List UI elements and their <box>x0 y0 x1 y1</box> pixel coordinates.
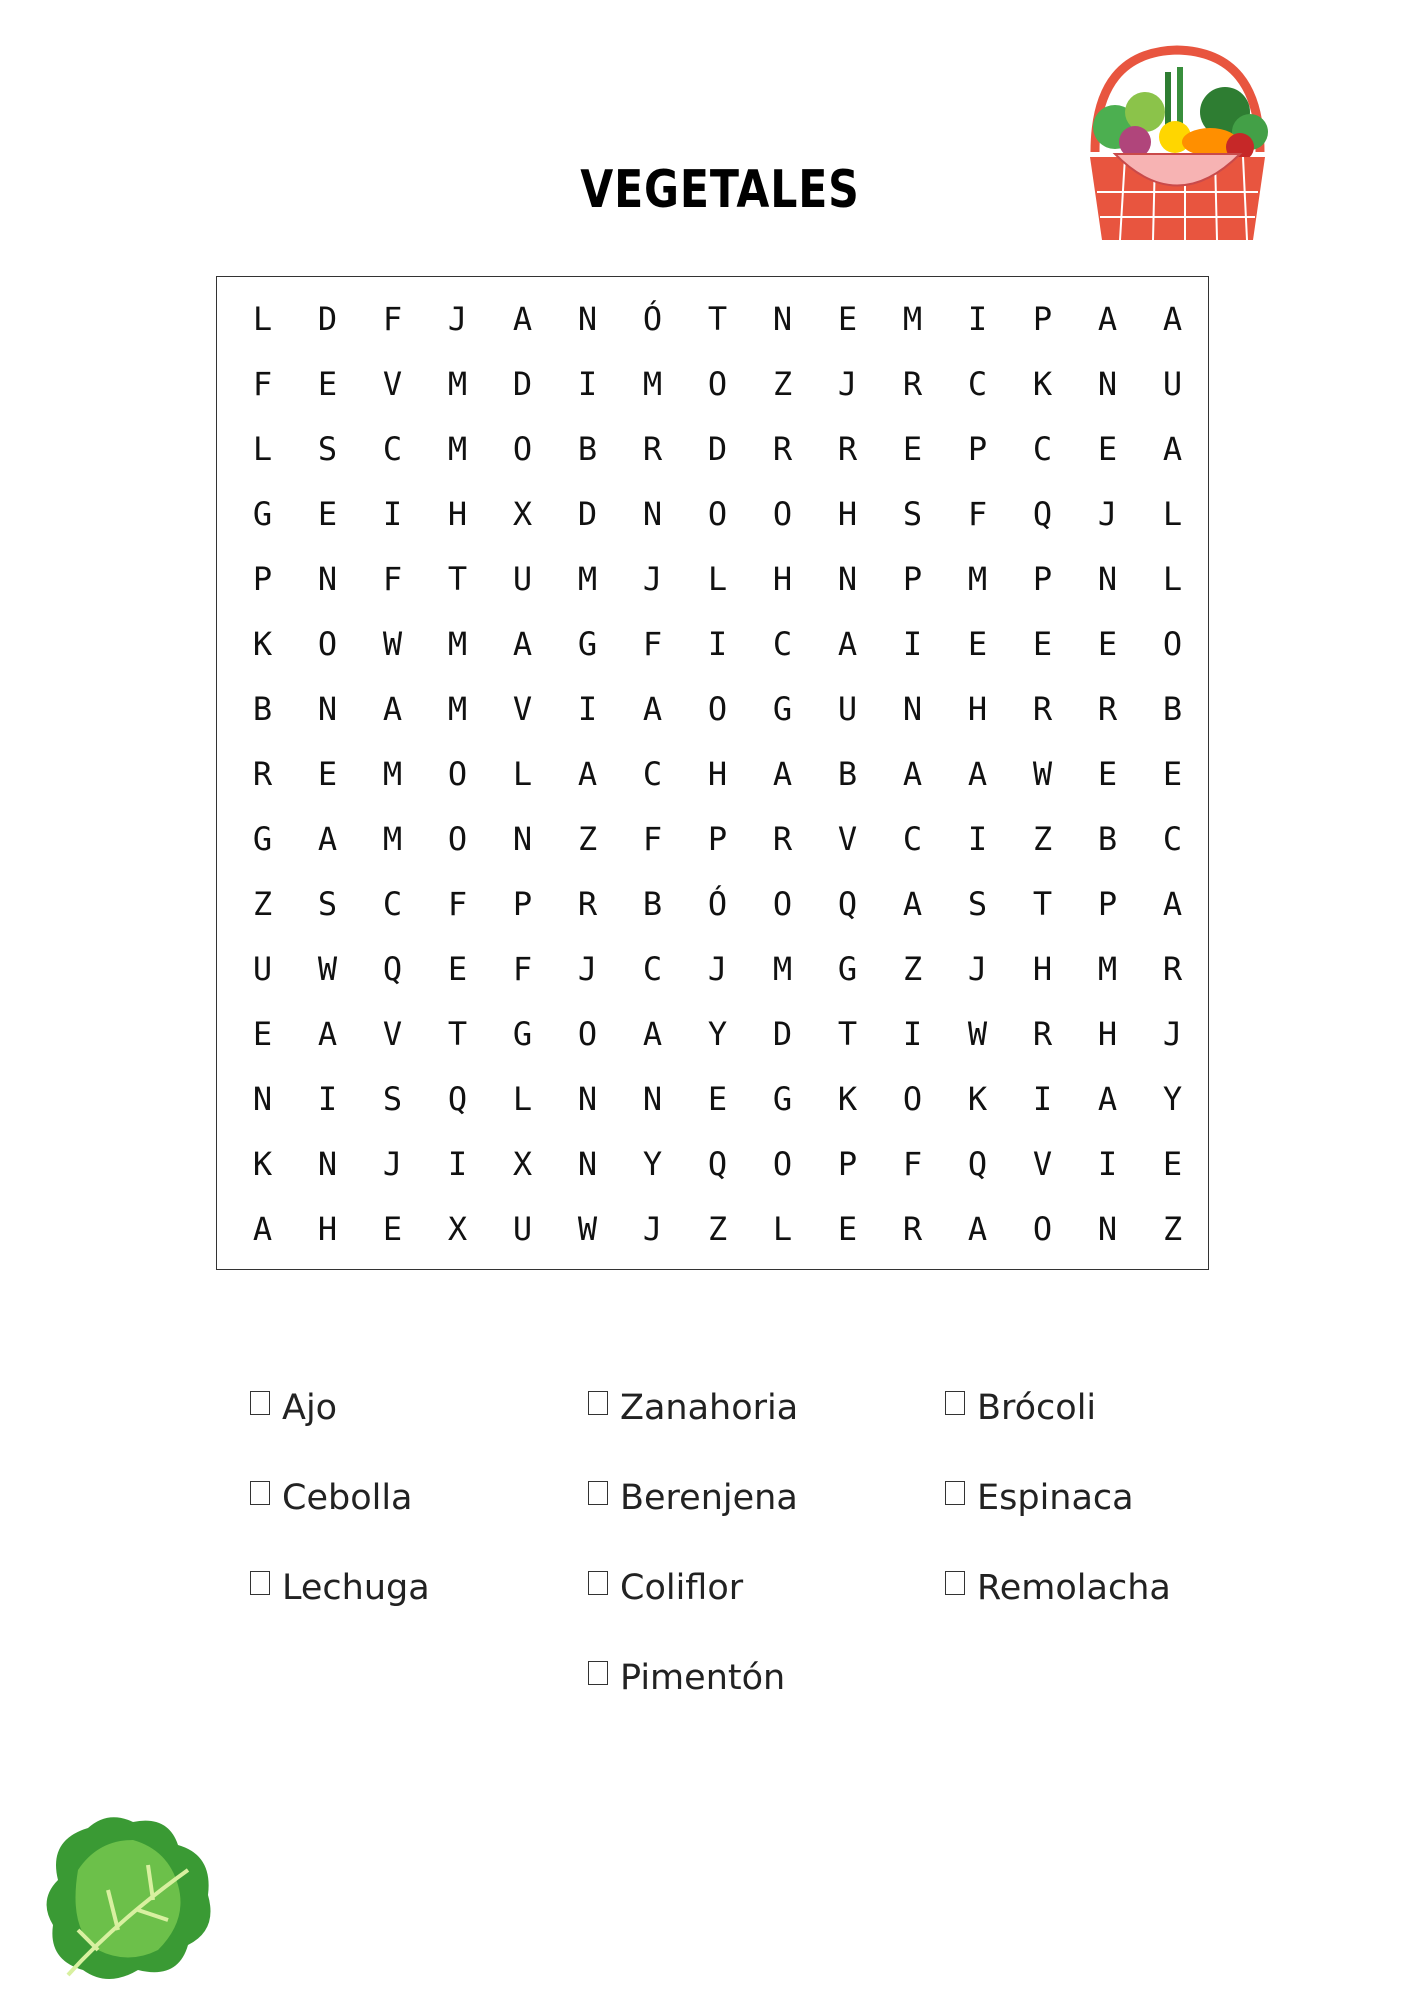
grid-letter[interactable]: M <box>902 300 923 338</box>
grid-letter[interactable]: E <box>837 1210 858 1248</box>
grid-letter[interactable]: C <box>772 625 793 663</box>
grid-letter[interactable]: J <box>577 950 598 988</box>
grid-letter[interactable]: J <box>837 365 858 403</box>
grid-letter[interactable]: P <box>1032 300 1053 338</box>
checkbox[interactable] <box>250 1481 270 1505</box>
grid-letter[interactable]: Q <box>1032 495 1053 533</box>
grid-letter[interactable]: Q <box>382 950 403 988</box>
grid-letter[interactable]: H <box>1032 950 1053 988</box>
grid-letter[interactable]: R <box>902 1210 923 1248</box>
grid-letter[interactable]: V <box>1032 1145 1053 1183</box>
grid-letter[interactable]: E <box>902 430 923 468</box>
grid-letter[interactable]: P <box>252 560 273 598</box>
grid-letter[interactable]: U <box>837 690 858 728</box>
grid-letter[interactable]: B <box>577 430 598 468</box>
grid-letter[interactable]: P <box>967 430 988 468</box>
grid-letter[interactable]: C <box>967 365 988 403</box>
grid-letter[interactable]: W <box>317 950 338 988</box>
grid-letter[interactable]: A <box>902 885 923 923</box>
grid-letter[interactable]: A <box>837 625 858 663</box>
checkbox[interactable] <box>945 1571 965 1595</box>
checkbox[interactable] <box>250 1571 270 1595</box>
grid-letter[interactable]: U <box>252 950 273 988</box>
grid-letter[interactable]: O <box>447 820 468 858</box>
grid-letter[interactable]: R <box>577 885 598 923</box>
grid-letter[interactable]: F <box>512 950 533 988</box>
grid-letter[interactable]: Q <box>837 885 858 923</box>
grid-letter[interactable]: F <box>642 820 663 858</box>
grid-letter[interactable]: E <box>707 1080 728 1118</box>
grid-letter[interactable]: N <box>317 560 338 598</box>
word-list-item <box>250 1388 337 1428</box>
grid-letter[interactable]: O <box>772 885 793 923</box>
grid-letter[interactable]: J <box>707 950 728 988</box>
grid-letter[interactable]: P <box>512 885 533 923</box>
word-list-item <box>945 1478 1134 1518</box>
grid-letter[interactable]: N <box>1097 560 1118 598</box>
grid-letter[interactable]: R <box>772 820 793 858</box>
grid-letter[interactable]: E <box>317 755 338 793</box>
grid-letter[interactable]: C <box>642 755 663 793</box>
grid-letter[interactable]: I <box>967 300 988 338</box>
grid-letter[interactable]: R <box>902 365 923 403</box>
grid-letter[interactable]: O <box>902 1080 923 1118</box>
grid-letter[interactable]: Ó <box>642 300 663 338</box>
grid-letter[interactable]: S <box>967 885 988 923</box>
grid-letter[interactable]: V <box>382 1015 403 1053</box>
grid-letter[interactable]: G <box>252 820 273 858</box>
grid-letter[interactable]: Z <box>707 1210 728 1248</box>
grid-letter[interactable]: R <box>1097 690 1118 728</box>
grid-letter[interactable]: Z <box>577 820 598 858</box>
grid-letter[interactable]: E <box>447 950 468 988</box>
checkbox[interactable] <box>588 1661 608 1685</box>
grid-letter[interactable]: O <box>772 1145 793 1183</box>
grid-letter[interactable]: N <box>577 300 598 338</box>
grid-letter[interactable]: M <box>447 365 468 403</box>
grid-letter[interactable]: I <box>317 1080 338 1118</box>
checkbox[interactable] <box>588 1391 608 1415</box>
grid-letter[interactable]: V <box>512 690 533 728</box>
grid-letter[interactable]: F <box>642 625 663 663</box>
grid-letter[interactable]: O <box>447 755 468 793</box>
grid-letter[interactable]: G <box>577 625 598 663</box>
grid-letter[interactable]: W <box>1032 755 1053 793</box>
grid-letter[interactable]: G <box>512 1015 533 1053</box>
grid-letter[interactable]: Z <box>1162 1210 1183 1248</box>
grid-letter[interactable]: E <box>382 1210 403 1248</box>
grid-letter[interactable]: V <box>837 820 858 858</box>
grid-letter[interactable]: S <box>902 495 923 533</box>
grid-letter[interactable]: N <box>837 560 858 598</box>
word-list-item <box>588 1478 798 1518</box>
grid-letter[interactable]: A <box>642 1015 663 1053</box>
grid-letter[interactable]: M <box>772 950 793 988</box>
grid-letter[interactable]: A <box>642 690 663 728</box>
grid-letter[interactable]: G <box>772 1080 793 1118</box>
checkbox[interactable] <box>945 1391 965 1415</box>
grid-letter[interactable]: E <box>317 365 338 403</box>
grid-letter[interactable]: A <box>967 1210 988 1248</box>
grid-letter[interactable]: L <box>252 300 273 338</box>
grid-letter[interactable]: Z <box>902 950 923 988</box>
grid-letter[interactable]: A <box>577 755 598 793</box>
grid-letter[interactable]: D <box>577 495 598 533</box>
grid-letter[interactable]: G <box>252 495 273 533</box>
grid-letter[interactable]: J <box>642 1210 663 1248</box>
grid-letter[interactable]: E <box>967 625 988 663</box>
grid-letter[interactable]: C <box>902 820 923 858</box>
grid-letter[interactable]: R <box>252 755 273 793</box>
grid-letter[interactable]: N <box>772 300 793 338</box>
word-list-item <box>945 1388 1096 1428</box>
grid-letter[interactable]: J <box>1097 495 1118 533</box>
word-label: Cebolla <box>282 1478 413 1518</box>
grid-letter[interactable]: F <box>902 1145 923 1183</box>
checkbox[interactable] <box>945 1481 965 1505</box>
grid-letter[interactable]: Y <box>707 1015 728 1053</box>
grid-letter[interactable]: M <box>1097 950 1118 988</box>
word-label: Coliflor <box>620 1568 744 1608</box>
grid-letter[interactable]: A <box>382 690 403 728</box>
grid-letter[interactable]: J <box>1162 1015 1183 1053</box>
lettuce-icon <box>38 1810 218 1985</box>
grid-letter[interactable]: A <box>252 1210 273 1248</box>
grid-letter[interactable]: M <box>447 690 468 728</box>
grid-letter[interactable]: L <box>512 1080 533 1118</box>
grid-letter[interactable]: P <box>837 1145 858 1183</box>
grid-letter[interactable]: A <box>967 755 988 793</box>
grid-letter[interactable]: G <box>772 690 793 728</box>
grid-letter[interactable]: L <box>772 1210 793 1248</box>
grid-letter[interactable]: R <box>1032 1015 1053 1053</box>
grid-letter[interactable]: J <box>642 560 663 598</box>
grid-letter[interactable]: D <box>707 430 728 468</box>
grid-letter[interactable]: I <box>1097 1145 1118 1183</box>
grid-letter[interactable]: P <box>707 820 728 858</box>
grid-letter[interactable]: W <box>382 625 403 663</box>
grid-letter[interactable]: W <box>967 1015 988 1053</box>
grid-letter[interactable]: O <box>1162 625 1183 663</box>
grid-letter[interactable]: N <box>1097 1210 1118 1248</box>
grid-letter[interactable]: M <box>447 625 468 663</box>
grid-letter[interactable]: I <box>707 625 728 663</box>
word-list-item <box>588 1568 743 1608</box>
grid-letter[interactable]: A <box>512 300 533 338</box>
grid-letter[interactable]: A <box>317 1015 338 1053</box>
grid-letter[interactable]: Ó <box>707 885 728 923</box>
grid-letter[interactable]: P <box>1097 885 1118 923</box>
checkbox[interactable] <box>250 1391 270 1415</box>
grid-letter[interactable]: I <box>967 820 988 858</box>
checkbox[interactable] <box>588 1481 608 1505</box>
grid-letter[interactable]: M <box>967 560 988 598</box>
grid-letter[interactable]: U <box>512 1210 533 1248</box>
grid-letter[interactable]: D <box>772 1015 793 1053</box>
word-list-item <box>945 1568 1171 1608</box>
grid-letter[interactable]: Q <box>967 1145 988 1183</box>
grid-letter[interactable]: O <box>707 495 728 533</box>
grid-letter[interactable]: W <box>577 1210 598 1248</box>
grid-letter[interactable]: S <box>317 885 338 923</box>
grid-letter[interactable]: L <box>1162 560 1183 598</box>
grid-letter[interactable]: T <box>707 300 728 338</box>
grid-letter[interactable]: M <box>642 365 663 403</box>
grid-letter[interactable]: A <box>512 625 533 663</box>
grid-letter[interactable]: R <box>772 430 793 468</box>
grid-letter[interactable]: J <box>447 300 468 338</box>
word-label: Zanahoria <box>620 1388 799 1428</box>
grid-letter[interactable]: S <box>317 430 338 468</box>
word-list-item <box>250 1478 413 1518</box>
grid-letter[interactable]: C <box>642 950 663 988</box>
grid-letter[interactable]: O <box>577 1015 598 1053</box>
word-label: Lechuga <box>282 1568 430 1608</box>
grid-letter[interactable]: T <box>837 1015 858 1053</box>
grid-letter[interactable]: E <box>252 1015 273 1053</box>
grid-letter[interactable]: I <box>382 495 403 533</box>
word-label: Brócoli <box>977 1388 1097 1428</box>
grid-letter[interactable]: N <box>642 495 663 533</box>
word-label: Berenjena <box>620 1478 798 1518</box>
grid-letter[interactable]: J <box>967 950 988 988</box>
grid-letter[interactable]: A <box>1097 300 1118 338</box>
grid-letter[interactable]: X <box>512 1145 533 1183</box>
grid-letter[interactable]: Q <box>447 1080 468 1118</box>
grid-letter[interactable]: M <box>382 820 403 858</box>
grid-letter[interactable]: A <box>1162 430 1183 468</box>
grid-letter[interactable]: L <box>707 560 728 598</box>
word-search-grid <box>216 276 1209 1270</box>
word-label: Remolacha <box>977 1568 1171 1608</box>
grid-letter[interactable]: N <box>902 690 923 728</box>
grid-letter[interactable]: A <box>317 820 338 858</box>
grid-letter[interactable]: E <box>1097 625 1118 663</box>
grid-letter[interactable]: E <box>837 300 858 338</box>
grid-letter[interactable]: B <box>1097 820 1118 858</box>
grid-letter[interactable]: R <box>837 430 858 468</box>
grid-letter[interactable]: H <box>1097 1015 1118 1053</box>
grid-letter[interactable]: R <box>1162 950 1183 988</box>
grid-letter[interactable]: H <box>772 560 793 598</box>
grid-letter[interactable]: I <box>447 1145 468 1183</box>
grid-letter[interactable]: Z <box>772 365 793 403</box>
grid-letter[interactable]: N <box>1097 365 1118 403</box>
grid-letter[interactable]: I <box>577 690 598 728</box>
grid-letter[interactable]: E <box>1097 430 1118 468</box>
grid-letter[interactable]: M <box>577 560 598 598</box>
grid-letter[interactable]: N <box>512 820 533 858</box>
grid-letter[interactable]: D <box>317 300 338 338</box>
grid-letter[interactable]: S <box>382 1080 403 1118</box>
grid-letter[interactable]: N <box>577 1145 598 1183</box>
grid-letter[interactable]: C <box>1162 820 1183 858</box>
grid-letter[interactable]: F <box>447 885 468 923</box>
grid-letter[interactable]: V <box>382 365 403 403</box>
grid-letter[interactable]: E <box>1032 625 1053 663</box>
grid-letter[interactable]: A <box>1097 1080 1118 1118</box>
grid-letter[interactable]: B <box>642 885 663 923</box>
grid-letter[interactable]: M <box>382 755 403 793</box>
grid-letter[interactable]: H <box>447 495 468 533</box>
word-label: Ajo <box>282 1388 338 1428</box>
grid-letter[interactable]: B <box>837 755 858 793</box>
page-title: VEGETALES <box>580 160 860 220</box>
grid-letter[interactable]: N <box>577 1080 598 1118</box>
grid-letter[interactable]: H <box>707 755 728 793</box>
grid-letter[interactable]: K <box>837 1080 858 1118</box>
grid-letter[interactable]: A <box>1162 300 1183 338</box>
grid-letter[interactable]: Z <box>1032 820 1053 858</box>
grid-letter[interactable]: O <box>707 365 728 403</box>
grid-letter[interactable]: B <box>1162 690 1183 728</box>
grid-letter[interactable]: N <box>317 690 338 728</box>
grid-letter[interactable]: T <box>1032 885 1053 923</box>
grid-letter[interactable]: J <box>382 1145 403 1183</box>
grid-letter[interactable]: H <box>317 1210 338 1248</box>
grid-letter[interactable]: E <box>1162 1145 1183 1183</box>
grid-letter[interactable]: O <box>317 625 338 663</box>
word-label: Espinaca <box>977 1478 1134 1518</box>
word-label: Pimentón <box>620 1658 786 1698</box>
grid-letter[interactable]: B <box>252 690 273 728</box>
grid-letter[interactable]: L <box>252 430 273 468</box>
word-list-item <box>250 1568 430 1608</box>
grid-letter[interactable]: O <box>512 430 533 468</box>
grid-letter[interactable]: N <box>317 1145 338 1183</box>
grid-letter[interactable]: O <box>772 495 793 533</box>
grid-letter[interactable]: R <box>642 430 663 468</box>
grid-letter[interactable]: F <box>382 300 403 338</box>
grid-letter[interactable]: R <box>1032 690 1053 728</box>
grid-letter[interactable]: E <box>1162 755 1183 793</box>
checkbox[interactable] <box>588 1571 608 1595</box>
grid-letter[interactable]: E <box>1097 755 1118 793</box>
grid-letter[interactable]: Y <box>1162 1080 1183 1118</box>
grid-letter[interactable]: C <box>1032 430 1053 468</box>
grid-letter[interactable]: P <box>902 560 923 598</box>
grid-letter[interactable]: I <box>577 365 598 403</box>
vegetable-basket-icon <box>1075 42 1280 247</box>
grid-letter[interactable]: H <box>967 690 988 728</box>
grid-letter[interactable]: X <box>512 495 533 533</box>
grid-letter[interactable]: E <box>317 495 338 533</box>
grid-letter[interactable]: I <box>1032 1080 1053 1118</box>
grid-letter[interactable]: U <box>1162 365 1183 403</box>
grid-letter[interactable]: U <box>512 560 533 598</box>
grid-letter[interactable]: G <box>837 950 858 988</box>
grid-letter[interactable]: L <box>1162 495 1183 533</box>
grid-letter[interactable]: F <box>252 365 273 403</box>
grid-letter[interactable]: I <box>902 1015 923 1053</box>
grid-letter[interactable]: Y <box>642 1145 663 1183</box>
grid-letter[interactable]: K <box>967 1080 988 1118</box>
grid-letter[interactable]: A <box>902 755 923 793</box>
grid-letter[interactable]: O <box>707 690 728 728</box>
grid-letter[interactable]: L <box>512 755 533 793</box>
grid-letter[interactable]: F <box>967 495 988 533</box>
grid-letter[interactable]: C <box>382 430 403 468</box>
grid-letter[interactable]: O <box>1032 1210 1053 1248</box>
word-list-item <box>588 1658 785 1698</box>
grid-letter[interactable]: N <box>252 1080 273 1118</box>
grid-letter[interactable]: D <box>512 365 533 403</box>
grid-letter[interactable]: T <box>447 1015 468 1053</box>
grid-letter[interactable]: X <box>447 1210 468 1248</box>
grid-letter[interactable]: K <box>252 625 273 663</box>
grid-letter[interactable]: M <box>447 430 468 468</box>
word-list-item <box>588 1388 798 1428</box>
grid-letter[interactable]: K <box>252 1145 273 1183</box>
grid-letter[interactable]: F <box>382 560 403 598</box>
grid-letter[interactable]: C <box>382 885 403 923</box>
grid-letter[interactable]: A <box>772 755 793 793</box>
grid-letter[interactable]: H <box>837 495 858 533</box>
grid-letter[interactable]: I <box>902 625 923 663</box>
grid-letter[interactable]: A <box>1162 885 1183 923</box>
grid-letter[interactable]: P <box>1032 560 1053 598</box>
grid-letter[interactable]: T <box>447 560 468 598</box>
grid-letter[interactable]: N <box>642 1080 663 1118</box>
grid-letter[interactable]: Z <box>252 885 273 923</box>
grid-letter[interactable]: K <box>1032 365 1053 403</box>
grid-letter[interactable]: Q <box>707 1145 728 1183</box>
